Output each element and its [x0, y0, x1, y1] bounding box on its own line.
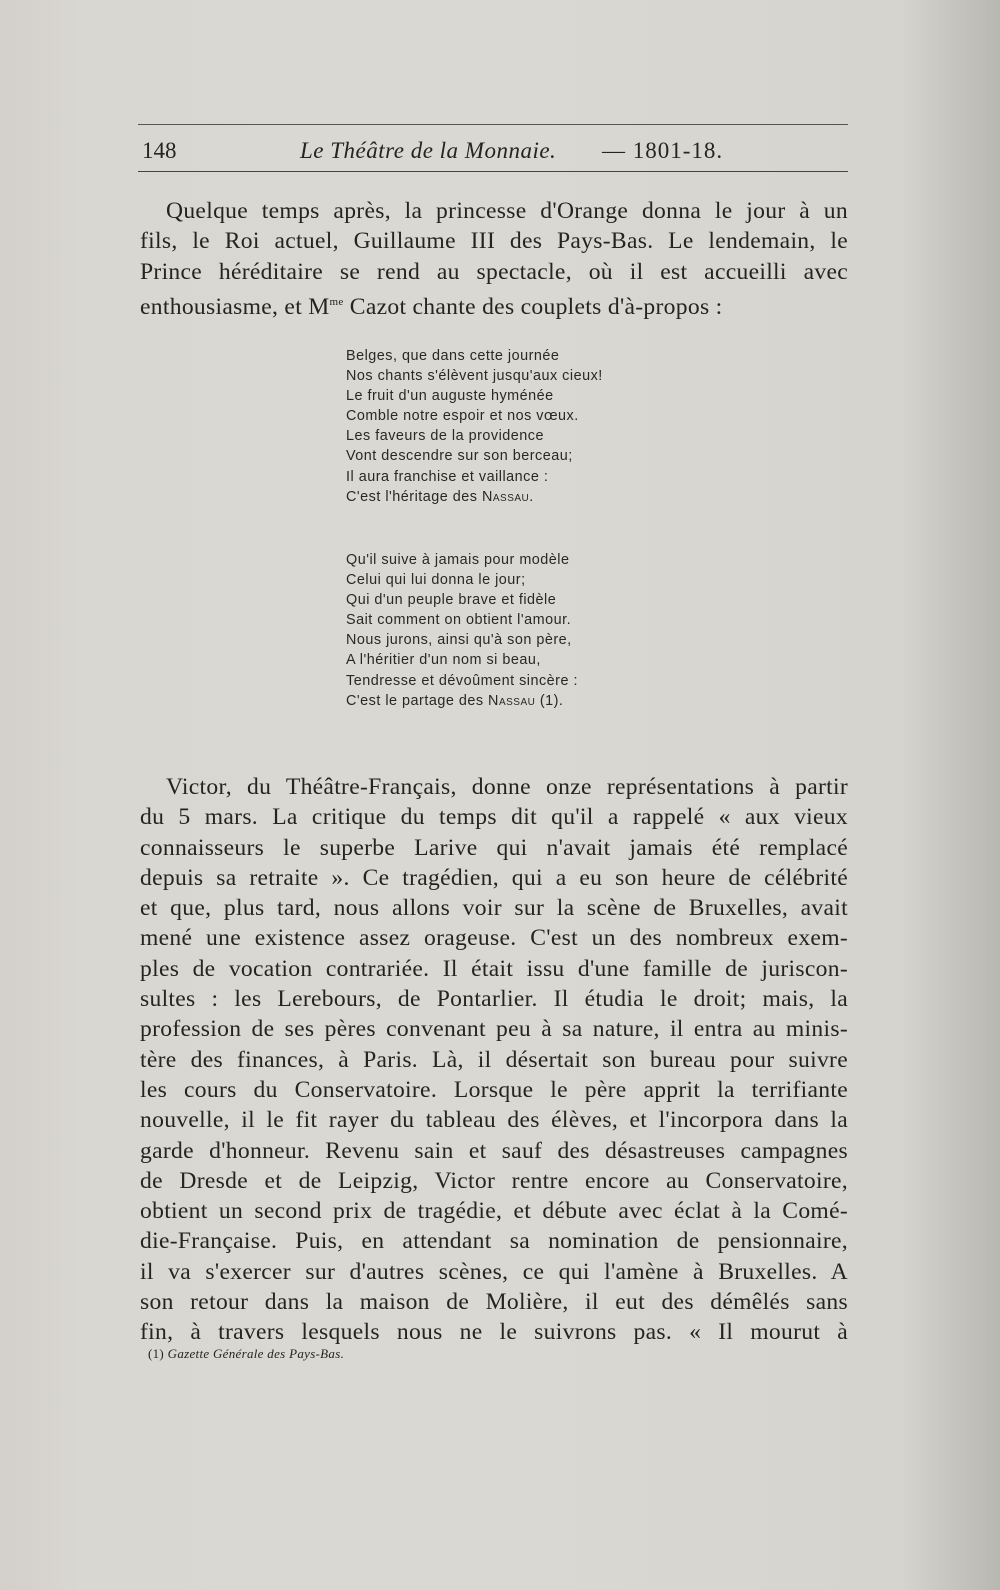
text-line: Prince héréditaire se rend au spectacle, où il est accueilli avec [140, 258, 848, 285]
footnote [148, 1346, 344, 1362]
small-caps-name: Nassau [488, 692, 536, 709]
text-line: du 5 mars. La critique du temps dit qu'il a rappelé « aux vieux [140, 804, 848, 831]
header-rule-top [138, 124, 848, 125]
text-line: profession de ses pères convenant peu à sa nature, il entra au minis- [140, 1016, 848, 1043]
paragraph-1 [140, 196, 848, 320]
text-line: les cours du Conservatoire. Lorsque le père apprit la terrifiante [140, 1076, 848, 1103]
verse-stanza-2 [346, 550, 666, 711]
verse-line: Il aura franchise et vaillance : [346, 468, 549, 485]
text-line: depuis sa retraite ». Ce tragédien, qui a eu son heure de célébrité [140, 864, 848, 891]
text-line: mené une existence assez orageuse. C'est un des nombreux exem- [140, 925, 848, 952]
running-head-title: Le Théâtre de la Monnaie. [300, 138, 557, 163]
small-caps-name: Nassau. [481, 488, 534, 505]
text-line: et que, plus tard, nous allons voir sur la scène de Bruxelles, avait [140, 895, 848, 922]
text-line: die-Française. Puis, en attendant sa nomination de pensionnaire, [140, 1228, 848, 1255]
text-line: son retour dans la maison de Molière, il eut des démêlés sans [140, 1289, 848, 1316]
verse-line: C'est le partage des Nassau (1). [346, 692, 564, 709]
verse-line: Qu'il suive à jamais pour modèle [346, 552, 570, 568]
paragraph-2 [140, 772, 848, 1348]
verse-line: Qui d'un peuple brave et fidèle [346, 592, 557, 609]
text-line: enthousiasme, et $M^{me}$ Cazot chante des couplets d'à-propos : [140, 293, 723, 320]
text-line: ples de vocation contrariée. Il était issu d'une famille de juriscon- [140, 955, 848, 982]
text-line: garde d'honneur. Revenu sain et sauf des désastreuses campagnes [140, 1137, 848, 1164]
header-rule-bottom [138, 171, 848, 172]
verse-line: Nos chants s'élèvent jusqu'aux cieux! [346, 368, 603, 385]
text-line: connaisseurs le superbe Larive qui n'avait jamais été remplacé [140, 834, 848, 861]
text-line: il va s'exercer sur d'autres scènes, ce qui l'amène à Bruxelles. A [140, 1258, 848, 1285]
verse-line: Les faveurs de la providence [346, 428, 544, 445]
text-line: fin, à travers lesquels nous ne le suivrons pas. « Il mourut à [140, 1319, 848, 1346]
page-number: 148 [142, 138, 177, 163]
running-head-dates: — 1801-18. [602, 138, 724, 163]
footnote-mark: (1) [148, 1346, 165, 1361]
verse-line: C'est l'héritage des Nassau. [346, 488, 534, 505]
text-line: Quelque temps après, la princesse d'Orange donna le jour à un [166, 198, 848, 224]
verse-line: Celui qui lui donna le jour; [346, 572, 526, 589]
running-head [140, 134, 840, 168]
verse-line: Vont descendre sur son berceau; [346, 448, 573, 465]
superscript: me [329, 295, 344, 308]
text-line: de Dresde et de Leipzig, Victor rentre encore au Conservatoire, [140, 1167, 848, 1194]
text-line: Victor, du Théâtre-Français, donne onze représentations à partir [166, 774, 848, 800]
text-line: obtient un second prix de tragédie, et débute avec éclat à la Comé- [140, 1198, 848, 1225]
verse-line: Tendresse et dévoûment sincère : [346, 672, 578, 689]
verse-line: Belges, que dans cette journée [346, 348, 560, 364]
text-line: fils, le Roi actuel, Guillaume III des Pays-Bas. Le lendemain, le [140, 228, 848, 255]
verse-line: A l'héritier d'un nom si beau, [346, 652, 541, 669]
footnote-text: Gazette Générale des Pays-Bas. [167, 1346, 345, 1361]
verse-line: Le fruit d'un auguste hyménée [346, 388, 554, 405]
text-line: nouvelle, il le fit rayer du tableau des élèves, et l'incorpora dans la [140, 1107, 848, 1134]
verse-line: Nous jurons, ainsi qu'à son père, [346, 632, 572, 649]
text-line: sultes : les Lerebours, de Pontarlier. Il étudia le droit; mais, la [140, 986, 848, 1013]
verse-line: Sait comment on obtient l'amour. [346, 612, 572, 629]
text-line: tère des finances, à Paris. Là, il désertait son bureau pour suivre [140, 1046, 848, 1073]
verse-line: Comble notre espoir et nos vœux. [346, 408, 579, 425]
verse-stanza-1 [346, 346, 666, 507]
